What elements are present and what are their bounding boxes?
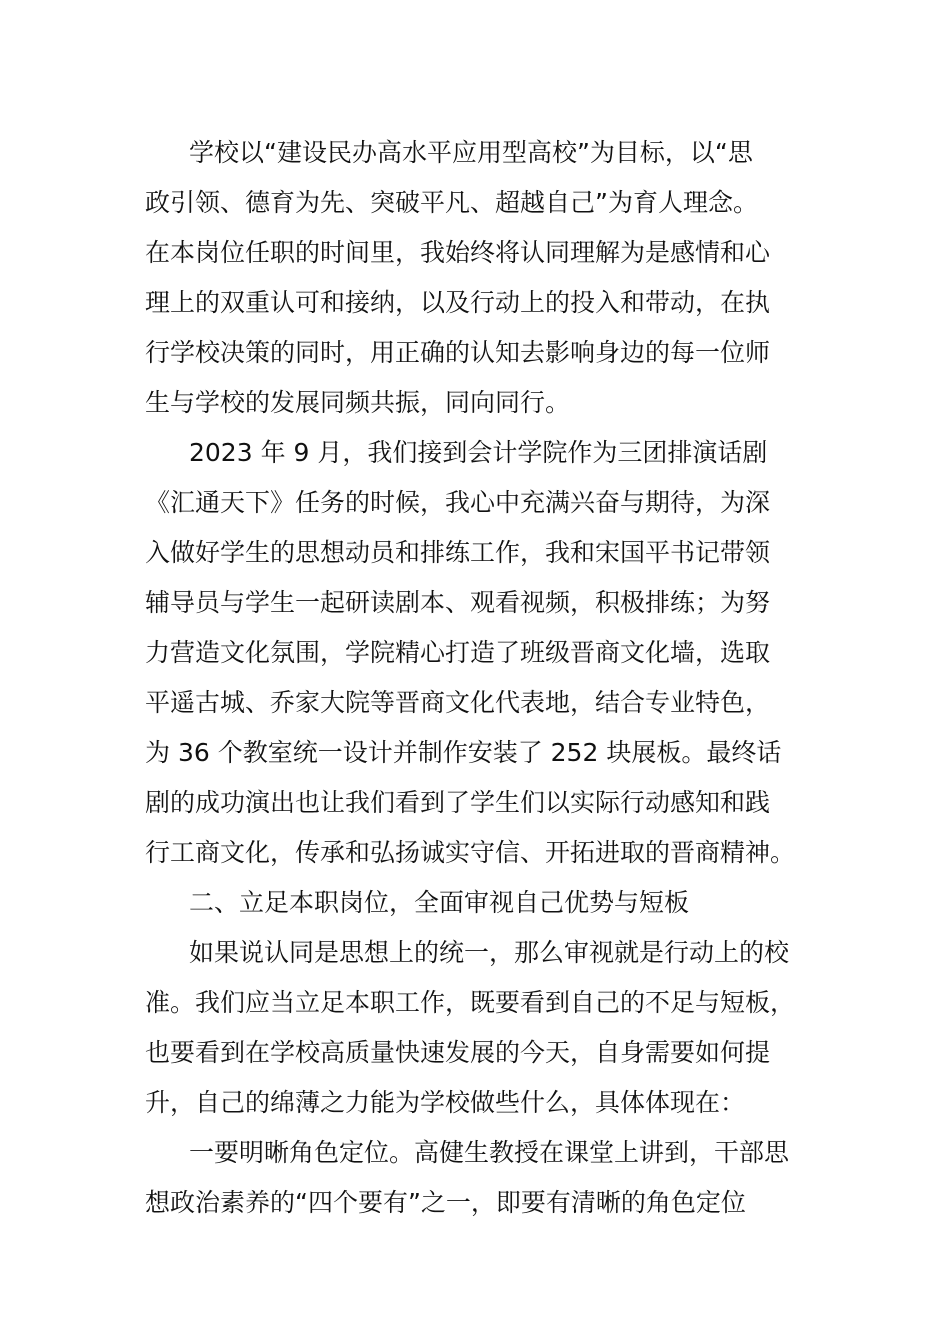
text-line: 在本岗位任职的时间里，我始终将认同理解为是感情和心 <box>145 238 771 267</box>
text-line: 行工商文化，传承和弘扬诚实守信、开拓进取的晋商精神。 <box>145 838 796 867</box>
text-line: 《汇通天下》任务的时候，我心中充满兴奋与期待，为深 <box>145 488 771 517</box>
text-line: 也要看到在学校高质量快速发展的今天，自身需要如何提 <box>145 1038 771 1067</box>
text-line: 一要明晰角色定位。高健生教授在课堂上讲到，干部思 <box>189 1138 790 1167</box>
text-line: 生与学校的发展同频共振，同向同行。 <box>145 388 571 417</box>
text-line: 入做好学生的思想动员和排练工作，我和宋国平书记带领 <box>145 538 771 567</box>
text-line: 为 36 个教室统一设计并制作安装了 252 块展板。最终话 <box>145 738 782 767</box>
text-line: 准。我们应当立足本职工作，既要看到自己的不足与短板， <box>145 988 796 1017</box>
text-line: 政引领、德育为先、突破平凡、超越自己”为育人理念。 <box>145 188 758 217</box>
body-text <box>145 128 805 1228</box>
text-line: 如果说认同是思想上的统一，那么审视就是行动上的校 <box>189 938 790 967</box>
text-line: 2023 年 9 月，我们接到会计学院作为三团排演话剧 <box>189 438 768 467</box>
text-line: 力营造文化氛围，学院精心打造了班级晋商文化墙，选取 <box>145 638 771 667</box>
section-heading: 二、立足本职岗位，全面审视自己优势与短板 <box>189 888 690 917</box>
text-line: 辅导员与学生一起研读剧本、观看视频，积极排练；为努 <box>145 588 771 617</box>
text-line: 想政治素养的“四个要有”之一，即要有清晰的角色定位 <box>145 1188 746 1217</box>
text-line: 剧的成功演出也让我们看到了学生们以实际行动感知和践 <box>145 788 771 817</box>
text-line: 升，自己的绵薄之力能为学校做些什么，具体体现在： <box>145 1088 746 1117</box>
text-line: 理上的双重认可和接纳，以及行动上的投入和带动，在执 <box>145 288 771 317</box>
text-line: 学校以“建设民办高水平应用型高校”为目标，以“思 <box>189 138 753 167</box>
text-line: 平遥古城、乔家大院等晋商文化代表地，结合专业特色， <box>145 688 771 717</box>
text-line: 行学校决策的同时，用正确的认知去影响身边的每一位师 <box>145 338 771 367</box>
